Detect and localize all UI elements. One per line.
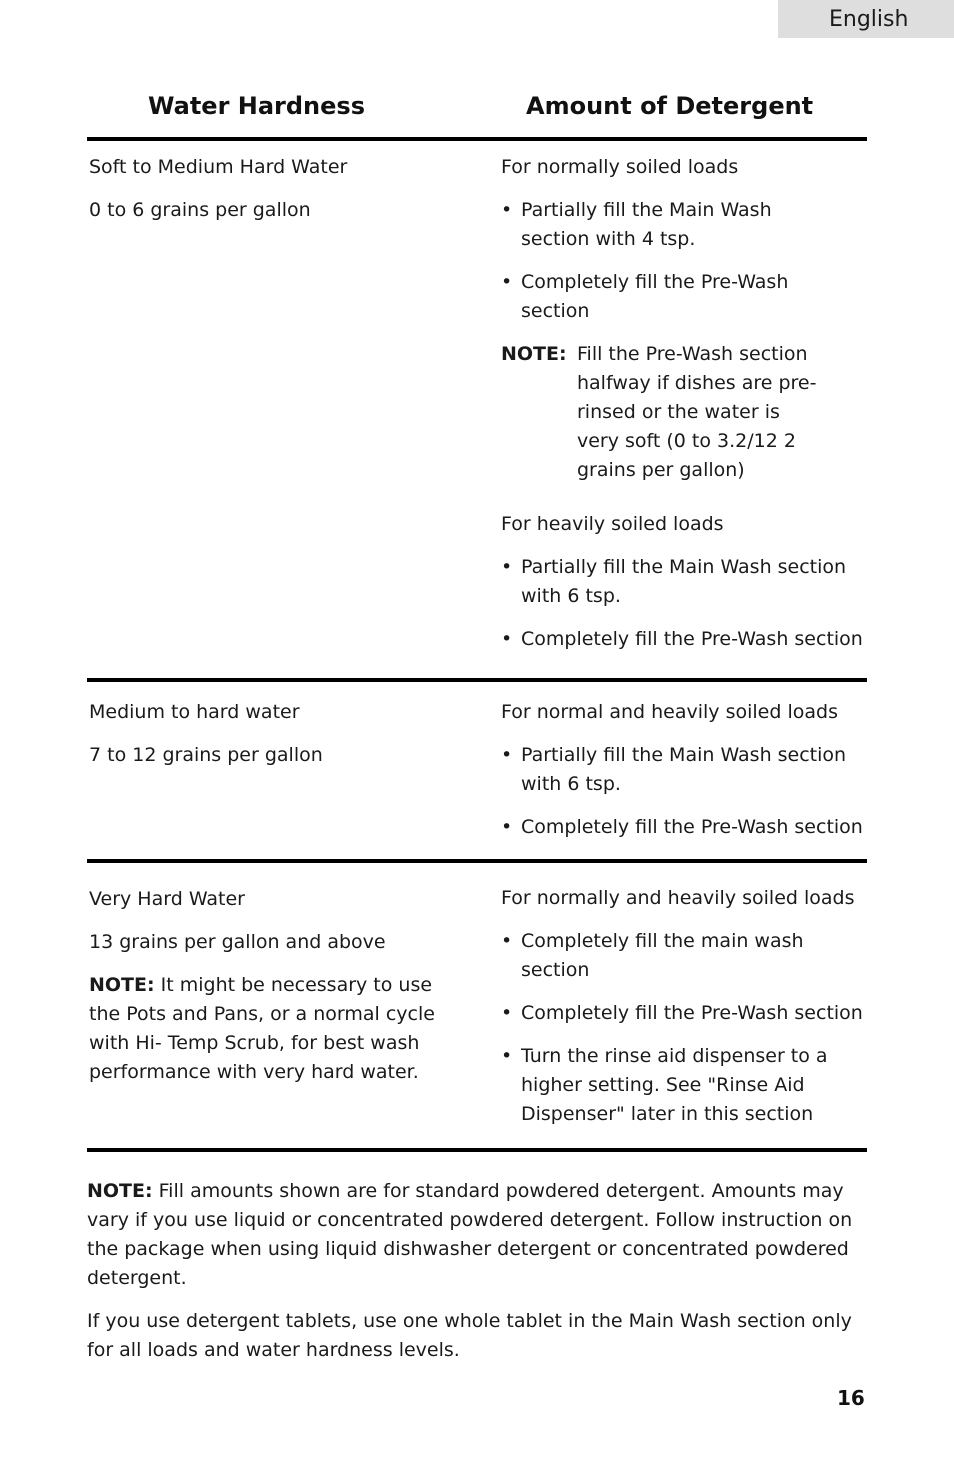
row1-heavy-heading: For heavily soiled loads [501,513,724,535]
row3-bullet-3: • Turn the rinse aid dispenser to a higher setting. See "Rinse Aid Dispenser" later in this section [501,1045,828,1125]
row2-grains: 7 to 12 grains per gallon [89,744,323,766]
footer-notes [87,1177,867,1365]
language-tab: English [778,0,954,38]
header-amount-of-detergent: Amount of Detergent [526,92,814,120]
row1-detergent-cell [501,153,821,485]
table-rule-top [87,137,867,141]
table-rule-2 [87,859,867,863]
row1-note: NOTE: Fill the Pre-Wash section halfway if dishes are pre-rinsed or the water is very soft (0 to 3.2/12 2 grains per gallon) [501,340,827,485]
row3-bullet-1: • Completely fill the main wash section [501,930,804,981]
footer-note: NOTE: Fill amounts shown are for standard powdered detergent. Amounts may vary if you use liquid or concentrated powdered detergent. Follow instruction on the package when using liquid dishwasher detergent or concentrated powdered detergent. [87,1180,853,1289]
row1-normal-heading: For normally soiled loads [501,156,739,178]
row1-note-label: NOTE: [501,343,567,365]
row2-hardness: Medium to hard water [89,701,300,723]
row2-bullet-2: • Completely fill the Pre-Wash section [501,816,863,838]
row2-bullet-1: • Partially fill the Main Wash section with 6 tsp. [501,744,847,795]
row1-heavy-bullet-2: • Completely fill the Pre-Wash section [501,628,863,650]
row2-hardness-cell [89,698,449,770]
row1-heavy-cell [501,510,871,654]
row3-detergent-cell [501,884,871,1129]
row3-note: NOTE: It might be necessary to use the Pots and Pans, or a normal cycle with Hi- Temp Scrub, for best wash performance with very hard water. [89,974,435,1083]
row1-normal-bullet-2: • Completely fill the Pre-Wash section [501,271,789,322]
row3-note-label: NOTE: [89,974,155,996]
row1-normal-bullet-1: • Partially fill the Main Wash section with 4 tsp. [501,199,772,250]
table-rule-bottom [87,1148,867,1152]
table-rule-1 [87,678,867,682]
row1-grains: 0 to 6 grains per gallon [89,199,311,221]
row1-heavy-bullet-1: • Partially fill the Main Wash section with 6 tsp. [501,556,847,607]
row3-hardness: Very Hard Water [89,888,245,910]
footer-tablets-text: If you use detergent tablets, use one whole tablet in the Main Wash section only for all loads and water hardness levels. [87,1310,852,1361]
row1-hardness: Soft to Medium Hard Water [89,156,348,178]
row2-detergent-cell [501,698,871,842]
footer-note-label: NOTE: [87,1180,153,1202]
row1-hardness-cell [89,153,449,225]
row3-bullet-2: • Completely fill the Pre-Wash section [501,1002,863,1024]
page-number: 16 [837,1386,865,1410]
header-water-hardness: Water Hardness [148,92,365,120]
row3-grains: 13 grains per gallon and above [89,931,386,953]
row2-heading: For normal and heavily soiled loads [501,701,838,723]
row3-heading: For normally and heavily soiled loads [501,887,855,909]
row3-hardness-cell [89,885,444,1087]
